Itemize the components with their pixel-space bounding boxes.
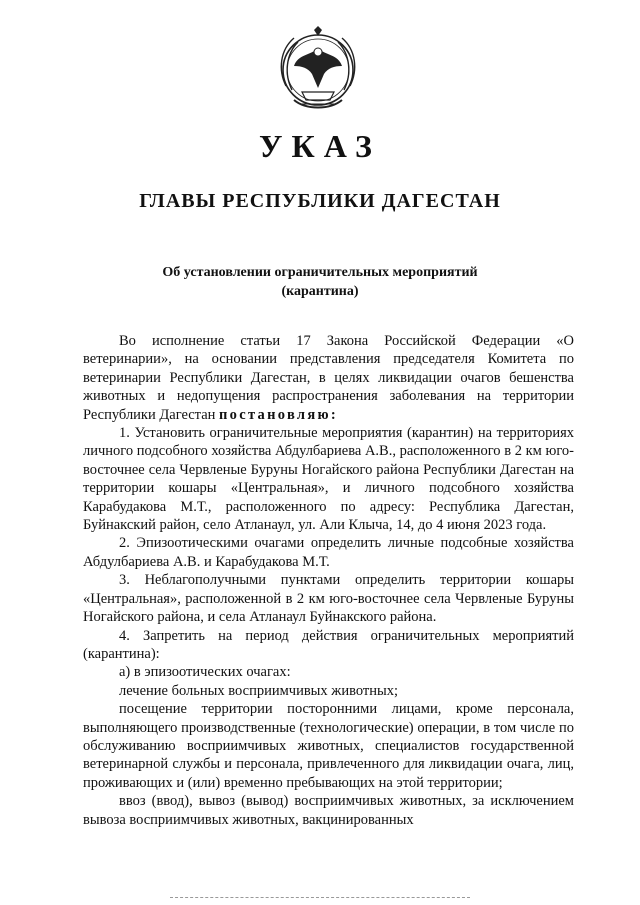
coat-of-arms-emblem bbox=[272, 26, 364, 116]
intro-text: Во исполнение статьи 17 Закона Российской Федерации «О ветеринарии», на основании представления председателя Комитета по ветеринарии Республики Дагестан, в целях ликвидации очагов бешенства животных и недопущения распространения заболевания на территории Республики Дагестан bbox=[83, 333, 574, 423]
subject-line-1: Об установлении ограничительных мероприятий bbox=[162, 265, 478, 280]
paragraph-2: 2. Эпизоотическими очагами определить личные подсобные хозяйства Абдулбариева А.В. и Карабудакова М.Т. bbox=[83, 535, 574, 570]
paragraph-4a-2: посещение территории посторонними лицами, кроме персонала, выполняющего производственные (технологические) операции, в том числе по обслуживанию восприимчивых животных, специалистов государственной ветеринарной службы и персонала, привлеченного для ликвидации очага, лиц, проживающих и (или) временно пребывающих на этой территории; bbox=[83, 701, 574, 791]
decree-subject bbox=[130, 263, 510, 301]
document-subtitle: ГЛАВЫ РЕСПУБЛИКИ ДАГЕСТАН bbox=[139, 190, 501, 212]
paragraph-4a: а) в эпизоотических очагах: bbox=[119, 664, 291, 681]
paragraph-3: 3. Неблагополучными пунктами определить территории кошары «Центральная», расположенной в 2 км юго-восточнее села Червленые Буруны Ногайского района, и села Атланаул Буйнакского района. bbox=[83, 572, 574, 626]
paragraph-1: 1. Установить ограничительные мероприятия (карантин) на территориях личного подсобного хозяйства Абдулбариева А.В., расположенного в 2 км юго-восточнее села Червленые Буруны Ногайского района Республики Дагестан на территории кошары «Центральная», и личного подсобного хозяйства Карабудакова М.Т., расположенного по адресу: Республика Дагестан, Буйнакский район, село Атланаул, ул. Али Клыча, 14, до 4 июня 2023 года. bbox=[83, 425, 574, 534]
document-title: УКАЗ bbox=[259, 128, 381, 164]
subject-line-2: (карантина) bbox=[281, 284, 359, 299]
intro-paragraph bbox=[83, 332, 574, 424]
paragraph-4: 4. Запретить на период действия ограничительных мероприятий (карантина): bbox=[83, 627, 574, 662]
decree-word: постановляю: bbox=[219, 406, 338, 423]
decree-body bbox=[83, 332, 574, 829]
paragraph-4a-1: лечение больных восприимчивых животных; bbox=[119, 682, 398, 699]
page-bottom-divider bbox=[170, 897, 470, 898]
paragraph-4a-3: ввоз (ввод), вывоз (вывод) восприимчивых животных, за исключением вывоза восприимчивых животных, вакцинированных bbox=[83, 793, 574, 828]
